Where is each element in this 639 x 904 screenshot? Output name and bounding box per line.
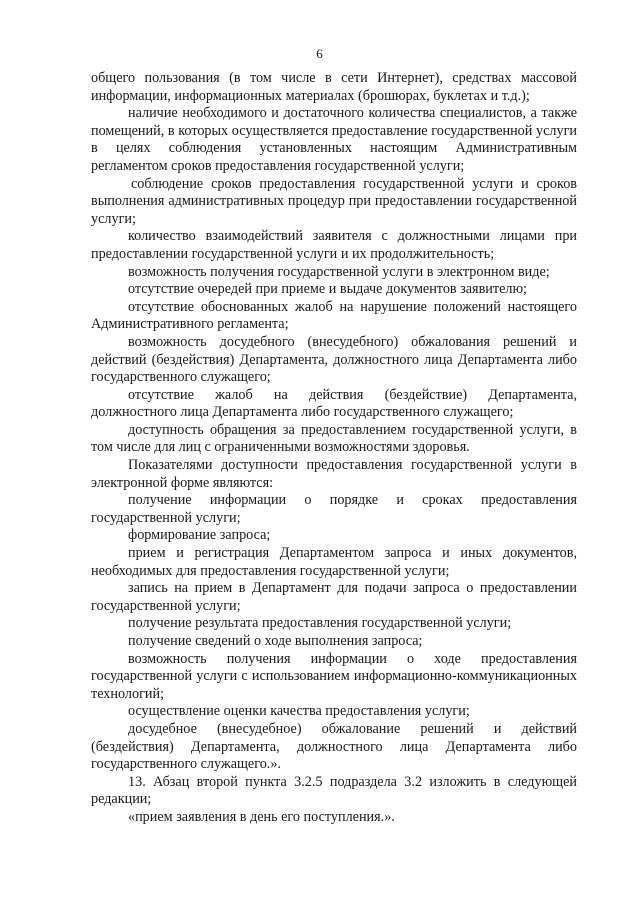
paragraph: общего пользования (в том числе в сети Интернет), средствах массовой информации, информационных материалах (брошюрах, буклетах и т.д.); (91, 70, 577, 104)
paragraph: возможность досудебного (внесудебного) обжалования решений и действий (бездействия) Департамента, должностного лица Департамента либо государственного служащего; (91, 333, 577, 386)
paragraph: досудебное (внесудебное) обжалование решений и действий (бездействия) Департамента, должностного лица Департамента либо государственного служащего.». (91, 720, 577, 773)
paragraph: прием и регистрация Департаментом запроса и иных документов, необходимых для предоставления государственной услуги; (91, 545, 577, 579)
paragraph: «прием заявления в день его поступления.». (128, 808, 395, 825)
document-body (91, 70, 577, 827)
paragraph: доступность обращения за предоставлением государственной услуги, в том числе для лиц с ограниченными возможностями здоровья. (91, 421, 577, 456)
paragraph: соблюдение сроков предоставления государственной услуги и сроков выполнения административных процедур при предоставлении государственной услуги; (91, 175, 577, 227)
paragraph: осуществление оценки качества предоставления услуги; (128, 703, 470, 720)
paragraph: запись на прием в Департамент для подачи запроса о предоставлении государственной услуги; (91, 580, 577, 614)
paragraph: отсутствие обоснованных жалоб на нарушение положений настоящего Административного регламента; (91, 298, 577, 333)
paragraph: 13. Абзац второй пункта 3.2.5 подраздела 3.2 изложить в следующей редакции; (91, 773, 577, 808)
page-number: 6 (316, 46, 323, 61)
paragraph: наличие необходимого и достаточного количества специалистов, а также помещений, в которых осуществляется предоставление государственной услуги в целях соблюдения установленных настоящим Административным регламентом сроков предоставления государственной услуги; (91, 105, 577, 174)
paragraph: формирование запроса; (128, 527, 271, 544)
paragraph: получение сведений о ходе выполнения запроса; (128, 633, 423, 649)
paragraph: получение информации о порядке и сроках предоставления государственной услуги; (91, 492, 577, 526)
paragraph: возможность получения информации о ходе предоставления государственной услуги с использованием информационно-коммуникационных технологий; (91, 650, 577, 702)
paragraph: отсутствие очередей при приеме и выдаче документов заявителю; (128, 281, 527, 298)
paragraph: получение результата предоставления государственной услуги; (128, 615, 512, 632)
paragraph: возможность получения государственной услуги в электронном виде; (128, 263, 550, 280)
paragraph: количество взаимодействий заявителя с должностными лицами при предоставлении государственной услуги и их продолжительность; (91, 228, 577, 262)
paragraph: Показателями доступности предоставления государственной услуги в электронной форме являются: (91, 457, 577, 491)
paragraph: отсутствие жалоб на действия (бездействие) Департамента, должностного лица Департамента либо государственного служащего; (91, 386, 577, 421)
